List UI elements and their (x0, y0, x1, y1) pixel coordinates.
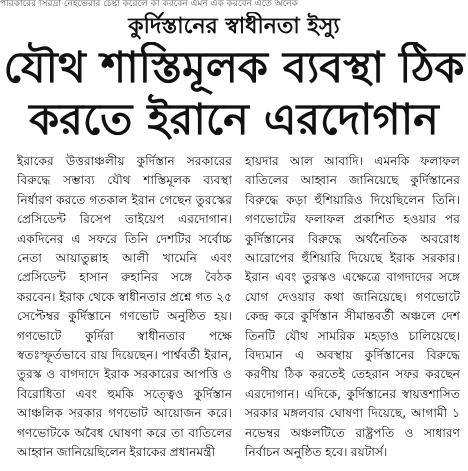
article-body (17, 152, 460, 469)
headline (0, 42, 468, 152)
kicker-subheading: কুর্দিস্তানের স্বাধীনতা ইস্যু (128, 14, 340, 39)
headline-line-1: যৌথ শাস্তিমূলক ব্যবস্থা ঠিক (3, 43, 465, 93)
article-paragraph-1: ইরাকের উত্তরাঞ্চলীয় কুর্দিস্তান সরকারের বিরুদ্ধে সম্ভাব্য যৌথ শাস্তিমূলক ব্যবস্থা নির্ধারণ করতে গতকাল ইরান গেছেন তুরস্কের প্রেসিডেন্ট রিসেপ তাইয়েপ এরদোগান। একদিনের এ সফরে তিনি দেশটির সর্বোচ্চ নেতা আয়াতুল্লাহ আলী খামেনি এবং প্রেসিডেন্ট হাসান রুহানির সঙ্গে বৈঠক করবেন। ইরাক থেকে স্বাধীনতার প্রশ্নে গত ২৫ সেপ্টেম্বর কুর্দিস্তানে গণভোট অনুষ্ঠিত হয়। গণভোটে কুর্দিরা স্বাধীনতার পক্ষে স্বতঃস্ফূর্তভাবে রায় দিয়েছেন। পার্শ্ববর্তী ইরান, তুরস্ক ও বাগদাদে ইরাক সরকারের আপত্তি ও বিরোধিতা এবং হুমকি সত্ত্বেও কুর্দিস্তান আঞ্চলিক সরকার গণভোট আয়োজন করে। গণভোটকে অবৈধ ঘোষণা করে তা বাতিলের আহ্বান জানিয়েছিলেন ইরাকের প্রধানমন্ত্রী (17, 154, 232, 460)
previous-article-text-strip: পরিকারের সিরদ্রা নেইভেরার চেষ্টা করেলে কা করবেন এমন এক করবেন এতে অনেক (0, 0, 298, 9)
article-column-1 (17, 152, 232, 469)
article-paragraph-2: হায়দার আল আবাদি। এমনকি ফলাফল বাতিলের আহ্বান জানিয়েছে কুর্দিস্তানের বিরুদ্ধে কড়া হুঁশিয়ারিও দিয়েছিলেন তিনি। গণভোটের ফলাফল প্রকাশিত হওয়ার পর কুর্দিস্তানের বিরুদ্ধে অর্থনৈতিক অবরোধ আরোপের হুঁশিয়ারি দিয়েছে ইরাক সরকার। ইরান এবং তুরস্কও এক্ষেত্রে বাগদাদের সঙ্গে যোগ দেওয়ার কথা জানিয়েছে। গণভোটে কেন্দ্র করে কুর্দিস্তান সীমান্তবর্তী অঞ্চলে দেশ তিনটি যৌথ সামরিক মহড়াও চালিয়েছে। বিদ্যমান এ অবস্থায় কুর্দিস্তানের বিরুদ্ধে করণীয় ঠিক করতেই তেহরান সফর করছেন এরদোগান। এদিকে, কুর্দিস্তানের স্বায়ত্তশাসিত সরকার মঙ্গলবার ঘোষণা দিয়েছে, আগামী ১ নভেম্বর অঞ্চলটিতে রাষ্ট্রপতি ও সাধারণ নির্বাচন অনুষ্ঠিত হবে। রয়টার্স। (245, 154, 460, 460)
article-column-2 (245, 152, 460, 469)
headline-line-2: করতে ইরানে এরদোগান (29, 95, 439, 145)
